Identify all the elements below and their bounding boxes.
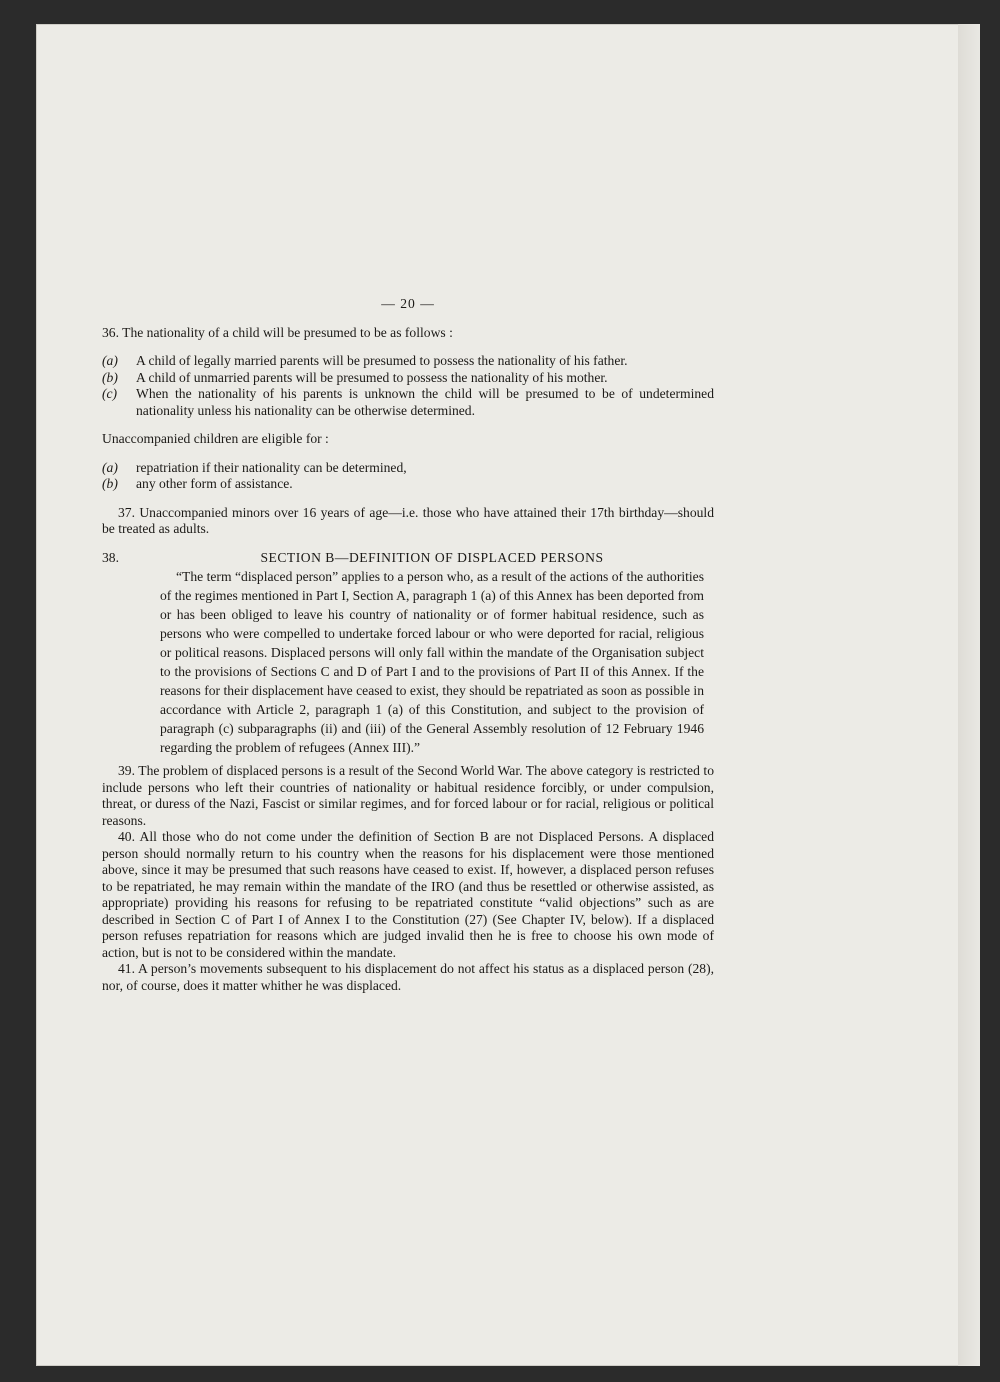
paragraph-38 <box>102 550 714 758</box>
list-item-text: any other form of assistance. <box>136 476 293 491</box>
list-item-text: repatriation if their nationality can be determined, <box>136 459 407 475</box>
paragraph-37: 37. Unaccompanied minors over 16 years of age—i.e. those who have attained their 17th birthday—should be treated as adults. <box>102 504 714 536</box>
list-item-label: (b) <box>102 369 118 385</box>
section-heading: SECTION B—DEFINITION OF DISPLACED PERSONS <box>260 549 604 565</box>
list-item <box>102 370 714 387</box>
list-item-text: A child of legally married parents will be presumed to possess the nationality of his father. <box>136 353 628 368</box>
list-item-label: (b) <box>102 476 118 491</box>
page-content <box>102 296 714 994</box>
document-page <box>36 24 980 1366</box>
paragraph-39: 39. The problem of displaced persons is a result of the Second World War. The above category is restricted to include persons who left their countries of nationality or habitual residence forcibly, or under compulsion, threat, or duress of the Nazi, Fascist or similar regimes, and for forced labour or for racial, religious or political reasons. <box>102 763 714 828</box>
paragraph-38-number: 38. <box>102 549 119 565</box>
paragraph-36-intro: 36. The nationality of a child will be presumed to be as follows : <box>102 324 453 340</box>
list-item <box>102 353 714 370</box>
list-item <box>102 386 714 419</box>
definition-quote: “The term “displaced person” applies to a person who, as a result of the actions of the authorities of the regimes mentioned in Part I, Section A, paragraph 1 (a) of this Annex has been deported from or has been obliged to leave his country of nationality or of former habitual residence, such as persons who were compelled to undertake forced labour or who were deported for racial, religious or political reasons. Displaced persons will only fall within the mandate of the Organisation subject to the provisions of Sections C and D of Part I and to the provisions of Part II of this Annex. If the reasons for their displacement have ceased to exist, they should be repatriated as soon as possible in accordance with Article 2, paragraph 1 (a) of this Constitution, and subject to the provision of paragraph (c) subparagraphs (ii) and (iii) of the General Assembly resolution of 12 February 1946 regarding the problem of refugees (Annex III).” <box>160 569 704 755</box>
paragraph-41: 41. A person’s movements subsequent to his displacement do not affect his status as a displaced person (28), nor, of course, does it matter whither he was displaced. <box>102 961 714 993</box>
list-item-label: (c) <box>102 386 118 401</box>
eligible-intro: Unaccompanied children are eligible for : <box>102 431 329 446</box>
list-item <box>102 460 714 477</box>
list-item-text: A child of unmarried parents will be presumed to possess the nationality of his mother. <box>136 369 608 385</box>
list-item <box>102 476 714 493</box>
page-edge <box>958 24 980 1366</box>
list-item-label: (a) <box>102 353 118 368</box>
list-item-text: When the nationality of his parents is unknown the child will be presumed to be of undetermined nationality unless his nationality can be otherwise determined. <box>136 386 714 418</box>
page-number: — 20 — <box>381 296 435 311</box>
paragraph-40: 40. All those who do not come under the definition of Section B are not Displaced Persons. A displaced person should normally return to his country when the reasons for his displacement were those mentioned above, since it may be presumed that such reasons have ceased to exist. If, however, a displaced person refuses to be repatriated, he may remain within the mandate of the IRO (and thus be resettled or otherwise assisted, as appropriate) providing his reasons for refusing to be repatriated constitute “valid objections” such as are described in Section C of Part I of Annex I to the Constitution (27) (See Chapter IV, below). If a displaced person refuses repatriation for reasons which are judged invalid then he is free to choose his own mode of action, but is not to be considered within the mandate. <box>102 829 714 960</box>
list-item-label: (a) <box>102 459 118 475</box>
